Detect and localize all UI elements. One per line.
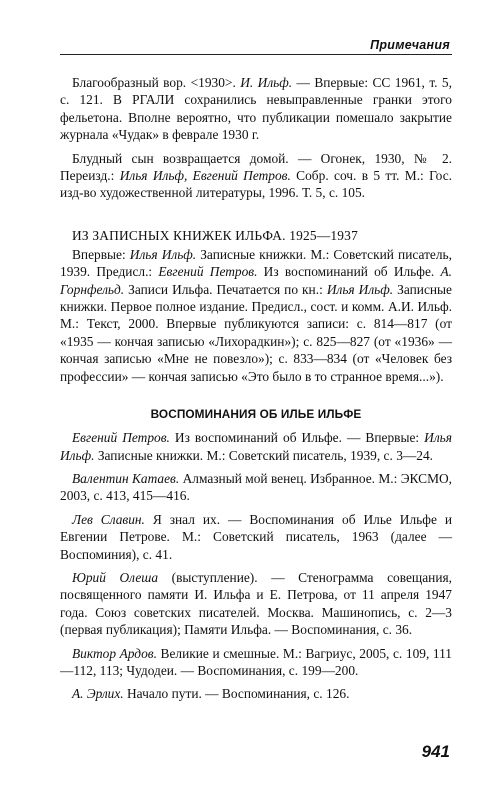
section-title-notebooks: ИЗ ЗАПИСНЫХ КНИЖЕК ИЛЬФА. 1925—1937 <box>72 227 358 243</box>
text-run: Алмазный мой венец. Избранное. М.: ЭКСМО, 2003, с. 413, 415—416. <box>60 470 452 504</box>
italic-text: Илья Ильф. <box>326 281 394 297</box>
text-run: (выступление). — Стенограмма совещания, посвященного памяти И. Ильфа и Е. Петрова, от 11 апреля 1947 года. Союз советских писателей. Москва. Машинопись, с. 2—3 (первая публикация); Памяти Ильфа. — Воспоминания, с. 36. <box>60 569 452 638</box>
text-run: Впервые: <box>72 246 130 262</box>
italic-text: Валентин Катаев. <box>72 470 180 486</box>
note-entry <box>60 74 452 144</box>
text-run: Начало пути. — Воспоминания, с. 126. <box>123 686 350 702</box>
text-run: Из воспоминаний об Ильфе. <box>257 264 441 280</box>
header-rule <box>60 54 452 55</box>
italic-text: И. Ильф. <box>240 75 293 90</box>
page-number: 941 <box>421 742 450 761</box>
note-entry <box>60 685 452 702</box>
text-run: Благообразный вор. <1930>. <box>72 75 241 90</box>
text-run: Блудный сын возвращается домой. — Огонек, 1930, № 2. Переизд.: <box>60 150 452 184</box>
note-entry <box>60 246 452 385</box>
italic-text: Илья Ильф, Евгений Петров. <box>119 168 291 184</box>
italic-text: Лев Славин. <box>72 511 145 527</box>
spacer <box>60 208 452 228</box>
text-run: Собр. соч. в 5 тт. М.: Гос. изд-во художественной литературы, 1996. Т. 5, с. 105. <box>60 168 452 201</box>
section-title-memoirs: ВОСПОМИНАНИЯ ОБ ИЛЬЕ ИЛЬФЕ <box>150 407 362 422</box>
note-entry <box>60 511 452 563</box>
note-entry <box>60 429 452 464</box>
note-entry <box>60 150 452 202</box>
spacer <box>60 391 452 407</box>
italic-text: А. Эрлих. <box>72 686 124 702</box>
page-content <box>60 74 452 709</box>
italic-text: Евгений Петров. <box>72 430 170 446</box>
running-head: Примечания <box>370 38 450 52</box>
text-run: Записные книжки. Первое полное издание. Предисл., сост. и комм. А.И. Ильф. М.: Текст, 2000. Впервые публикуются записи: с. 814—817 (от «1935 — кончая записью «Лихорадкин»); с. 825—827 (от «1936» — кончая записью «Мне не повезло»); с. 833—834 (от «Человек без профессии» — кончая записью «Это было в то странное время...»). <box>60 281 452 384</box>
text-run: Из воспоминаний об Ильфе. — Впервые: <box>169 430 425 446</box>
italic-text: Виктор Ардов. <box>72 645 157 661</box>
italic-text: А. Горнфельд. <box>60 264 453 297</box>
text-run: Записи Ильфа. Печатается по кн.: <box>124 281 327 297</box>
italic-text: Илья Ильф. <box>129 246 197 262</box>
italic-text: Евгений Петров. <box>158 264 258 280</box>
text-run: Великие и смешные. М.: Вагриус, 2005, с. 109, 111—112, 113; Чудодеи. — Воспоминания, с. 199—200. <box>60 645 452 678</box>
text-run: Записные книжки. М.: Советский писатель, 1939. Предисл.: <box>60 246 452 280</box>
text-run: — Впервые: СС 1961, т. 5, с. 121. В РГАЛИ сохранились невыправленные гранки этого фельетона. Вполне вероятно, что публикации помешало закрытие журнала «Чудак» в феврале 1930 г. <box>60 75 452 143</box>
text-run: Я знал их. — Воспоминания об Илье Ильфе и Евгении Петрове. М.: Советский писатель, 1963 (далее — Воспоминия), с. 41. <box>60 511 452 562</box>
note-entry <box>60 569 452 639</box>
note-entry <box>60 470 452 505</box>
italic-text: Юрий Олеша <box>72 569 159 585</box>
italic-text: Илья Ильф. <box>60 430 452 463</box>
note-entry <box>60 645 452 680</box>
text-run: Записные книжки. М.: Советский писатель, 1939, с. 3—24. <box>94 447 434 463</box>
